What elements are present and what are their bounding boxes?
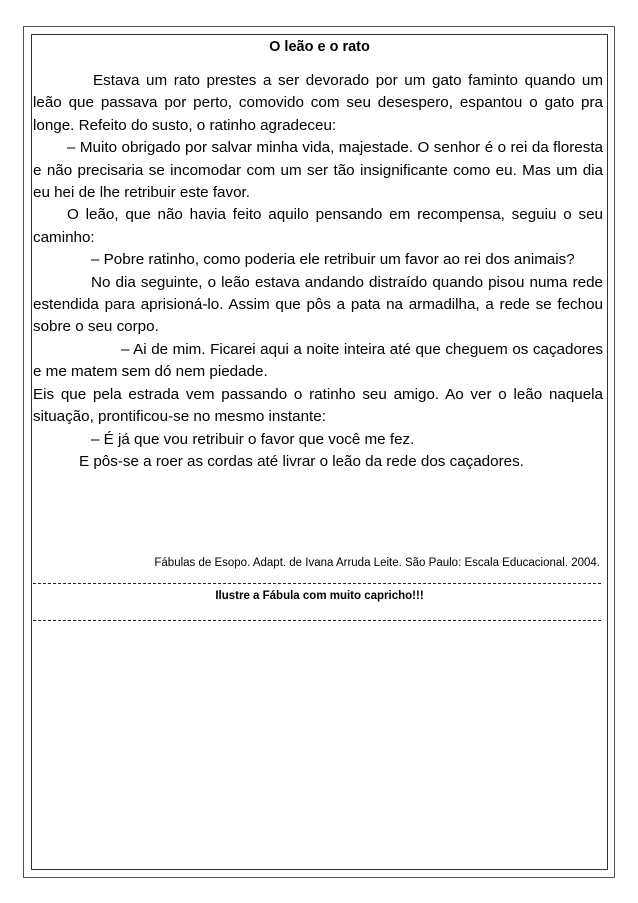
story-paragraph: No dia seguinte, o leão estava andando distraído quando pisou numa rede estendida para aprisioná-lo. Assim que pôs a pata na armadilha, a rede se fechou sobre o seu corpo. bbox=[33, 273, 603, 336]
story-paragraph: – Pobre ratinho, como poderia ele retribuir um favor ao rei dos animais? bbox=[91, 251, 575, 269]
source-citation: Fábulas de Esopo. Adapt. de Ivana Arruda Leite. São Paulo: Escala Educacional. 2004. bbox=[154, 557, 600, 569]
story-paragraph: O leão, que não havia feito aquilo pensando em recompensa, seguiu o seu caminho: bbox=[33, 206, 603, 246]
story-paragraph: E pôs-se a roer as cordas até livrar o leão da rede dos caçadores. bbox=[79, 452, 524, 470]
story-paragraph: – Ai de mim. Ficarei aqui a noite inteira até que cheguem os caçadores e me matem sem dó nem piedade. bbox=[33, 340, 603, 381]
story-body bbox=[33, 70, 603, 473]
divider-line bbox=[33, 620, 601, 621]
story-title: O leão e o rato bbox=[269, 39, 370, 55]
illustration-instruction: Ilustre a Fábula com muito capricho!!! bbox=[215, 590, 424, 602]
story-paragraph: – Muito obrigado por salvar minha vida, majestade. O senhor é o rei da floresta e não precisaria se incomodar com um ser tão insignificante como eu. Mas um dia eu hei de lhe retribuir este favor. bbox=[33, 139, 603, 202]
story-paragraph: Estava um rato prestes a ser devorado por um gato faminto quando um leão que passava por perto, comovido com seu desespero, espantou o gato pra longe. Refeito do susto, o ratinho agradeceu: bbox=[33, 72, 603, 134]
divider-line bbox=[33, 583, 601, 584]
story-paragraph: Eis que pela estrada vem passando o ratinho seu amigo. Ao ver o leão naquela situação, prontificou-se no mesmo instante: bbox=[33, 385, 603, 426]
story-paragraph: – É já que vou retribuir o favor que você me fez. bbox=[91, 430, 415, 448]
